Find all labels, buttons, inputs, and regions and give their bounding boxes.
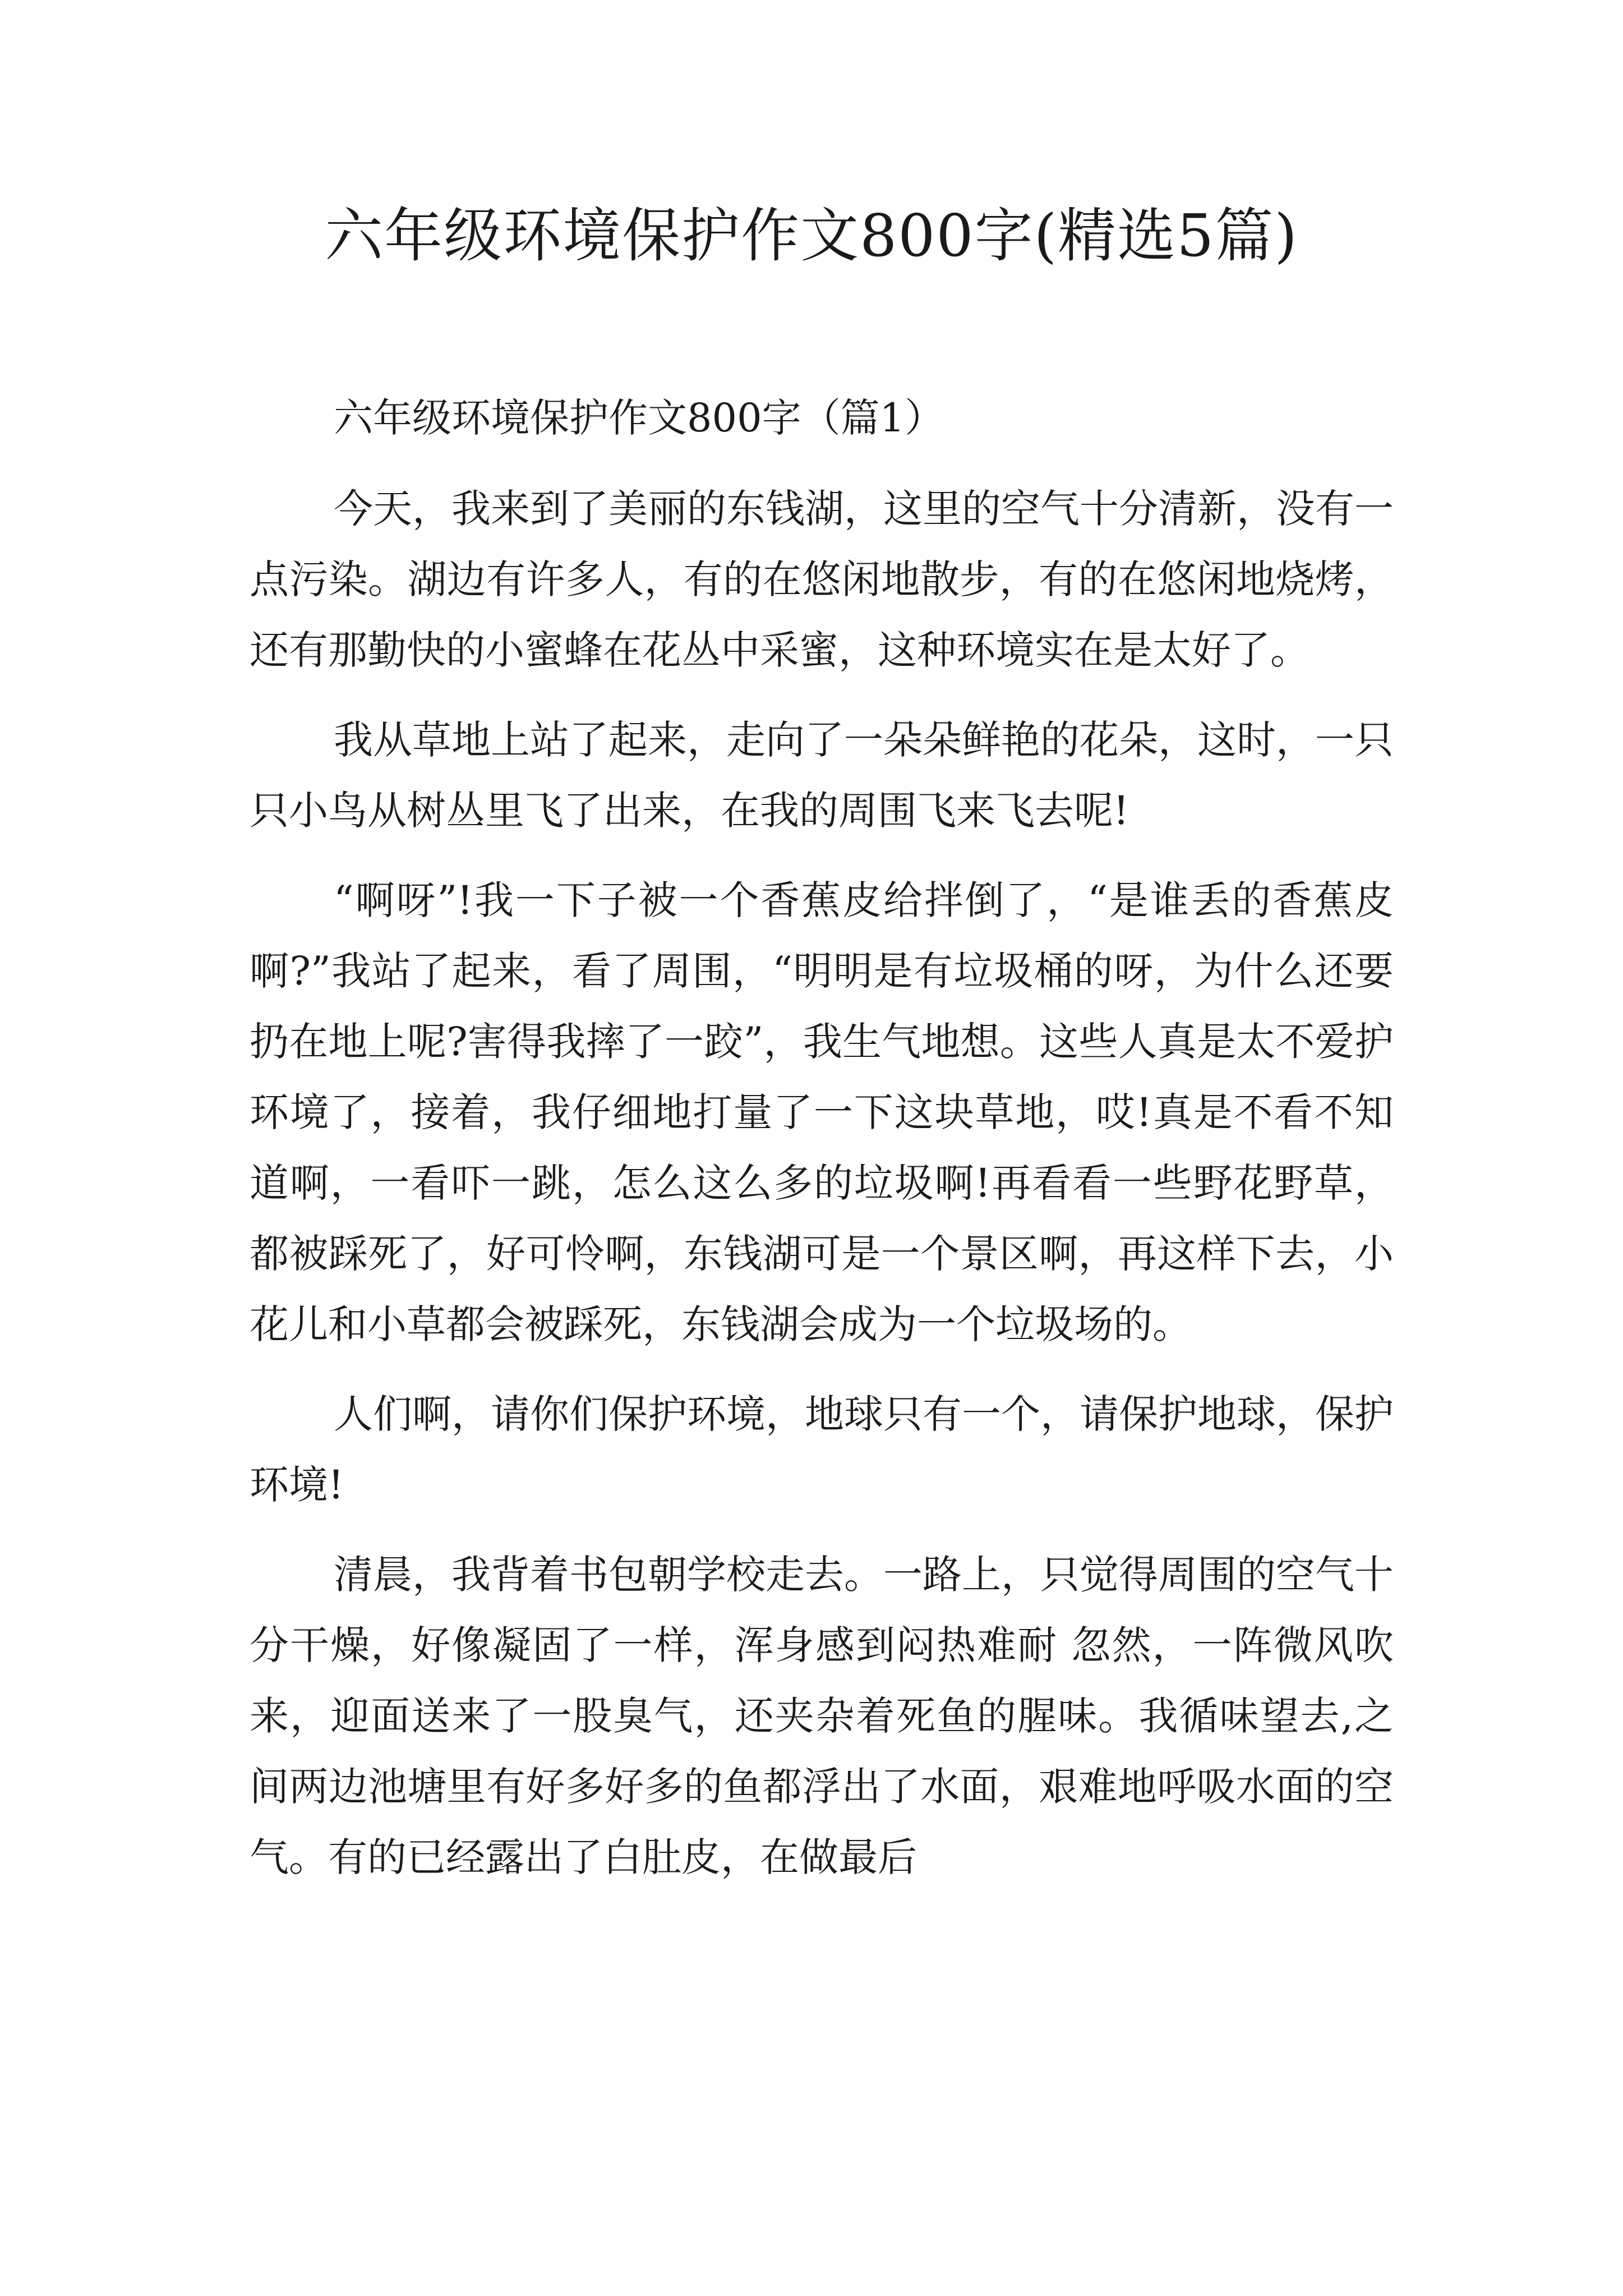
paragraph: 人们啊，请你们保护环境，地球只有一个，请保护地球，保护环境! (250, 1391, 1394, 1508)
document-title: 六年级环境保护作文800字(精选5篇) (325, 201, 1298, 270)
paragraph: 清晨，我背着书包朝学校走去。一路上，只觉得周围的空气十分干燥，好像凝固了一样，浑身感到闷热难耐 忽然，一阵微风吹来，迎面送来了一股臭气，还夹杂着死鱼的腥味。我循味望去,之间两边池塘里有好多好多的鱼都浮出了水面，艰难地呼吸水面的空气。有的已经露出了白肚皮，在做最后 (250, 1552, 1394, 1880)
document-body (250, 383, 1394, 1893)
section-heading: 六年级环境保护作文800字（篇1） (334, 395, 944, 441)
paragraph: “啊呀”!我一下子被一个香蕉皮给拌倒了，“是谁丢的香蕉皮啊?”我站了起来，看了周围，“明明是有垃圾桶的呀，为什么还要扔在地上呢?害得我摔了一跤”，我生气地想。这些人真是太不爱护环境了，接着，我仔细地打量了一下这块草地，哎!真是不看不知道啊，一看吓一跳，怎么这么多的垃圾啊!再看看一些野花野草，都被踩死了，好可怜啊，东钱湖可是一个景区啊，再这样下去，小花儿和小草都会被踩死，东钱湖会成为一个垃圾场的。 (250, 877, 1394, 1347)
paragraph: 我从草地上站了起来，走向了一朵朵鲜艳的花朵，这时，一只只小鸟从树丛里飞了出来，在我的周围飞来飞去呢! (250, 717, 1394, 834)
paragraph: 今天，我来到了美丽的东钱湖，这里的空气十分清新，没有一点污染。湖边有许多人，有的在悠闲地散步，有的在悠闲地烧烤，还有那勤快的小蜜蜂在花丛中采蜜，这种环境实在是太好了。 (250, 486, 1394, 673)
